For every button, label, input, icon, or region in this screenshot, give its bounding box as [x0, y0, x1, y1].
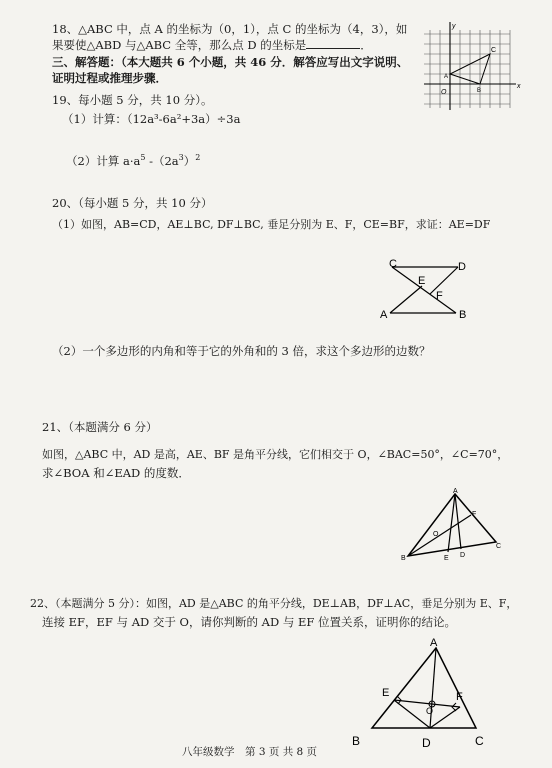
q21-label-f: F: [472, 511, 477, 518]
q20-label-a: A: [380, 309, 388, 321]
q21-label-b: B: [401, 555, 406, 562]
q22-line1: 22、（本题满分 5 分）：如图，AD 是△ABC 的角平分线，DE⊥AB，DF⊥AC，垂足分别为 E、F，: [30, 597, 518, 610]
q22-label-f: F: [456, 691, 463, 703]
segment-cb: [392, 267, 456, 313]
q19-part2-mid: -（2a: [145, 153, 179, 168]
q22-label-d: D: [422, 736, 431, 750]
q21-figure: [400, 488, 506, 566]
q18-line1: 18、△ABC 中，点 A 的坐标为（0，1），点 C 的坐标为（4，3），如: [52, 22, 408, 36]
q18-line2-text: 果要使△ABD 与△ABC 全等，那么点 D 的坐标是: [52, 38, 307, 52]
bisector-bf: [408, 515, 471, 556]
q19-part2: [66, 151, 200, 168]
q22-label-a: A: [430, 637, 438, 649]
grid-label-y: y: [452, 23, 456, 30]
q20-figure: [380, 258, 470, 320]
grid-label-a: A: [444, 74, 449, 80]
q18-line2-end: ．: [360, 38, 372, 52]
q20-label-b: B: [459, 309, 467, 321]
q20-part1: （1）如图，AB=CD，AE⊥BC, DF⊥BC, 垂足分别为 E、F，CE=BF，求证：AE=DF: [52, 218, 491, 231]
q22-label-e: E: [382, 687, 390, 699]
grid-label-c: C: [491, 47, 497, 54]
q20-label-f: F: [436, 290, 443, 302]
q22-label-o: O: [426, 706, 434, 716]
segment-ae: [390, 286, 422, 313]
grid-label-b: B: [477, 88, 482, 94]
q19-part2-exp3: 2: [195, 153, 201, 162]
q21-header: 21、（本题满分 6 分）: [42, 420, 158, 434]
grid-lines: [424, 30, 510, 108]
q22-line2: 连接 EF，EF 与 AD 交于 O，请你判断的 AD 与 EF 位置关系，证明你的结论。: [42, 615, 456, 629]
answer-blank: [306, 38, 360, 49]
q19-part2-exp2: 3: [178, 153, 184, 162]
q19-part2-exp1: 5: [140, 153, 146, 162]
grid-label-x: x: [517, 83, 521, 90]
page-footer: 八年级数学 第 3 页 共 8 页: [182, 746, 318, 758]
q19-part2-prefix: （2）计算 a·a: [66, 153, 141, 168]
q20-label-e: E: [418, 275, 426, 287]
section3-heading-line1: 三、解答题：（本大题共 6 个小题，共 46 分．解答应写出文字说明、: [52, 55, 409, 69]
q22-figure: [350, 637, 490, 750]
grid-label-origin: O: [441, 89, 447, 96]
q20-header: 20、（每小题 5 分，共 10 分）: [52, 196, 213, 210]
q18-line2: [52, 38, 372, 52]
q19-part1: （1）计算：（12a³-6a²+3a）÷3a: [62, 112, 241, 126]
segment-de: [394, 700, 430, 728]
q19-header: 19、每小题 5 分，共 10 分）。: [52, 93, 213, 107]
q21-label-o: O: [433, 531, 439, 538]
section3-heading-line2: 证明过程或推理步骤．: [52, 71, 167, 85]
q22-label-b: B: [352, 734, 361, 748]
q21-label-c: C: [496, 543, 502, 550]
q21-label-e: E: [444, 555, 449, 562]
q20-label-d: D: [458, 261, 466, 273]
q21-label-d: D: [460, 552, 466, 559]
q20-label-c: C: [389, 258, 397, 270]
q22-label-c: C: [475, 734, 484, 748]
q21-line1: 如图，△ABC 中，AD 是高，AE、BF 是角平分线，它们相交于 O，∠BAC=50°，∠C=70°，: [42, 448, 509, 461]
bisector-ad: [430, 648, 436, 728]
q21-line2: 求∠BOA 和∠EAD 的度数．: [42, 466, 190, 480]
q20-part2: （2）一个多边形的内角和等于它的外角和的 3 倍，求这个多边形的边数？: [52, 344, 431, 358]
q19-part2-close: ）: [183, 153, 196, 168]
q21-label-a: A: [453, 488, 458, 495]
q18-coordinate-grid-figure: [424, 22, 524, 114]
segment-df: [430, 267, 458, 294]
